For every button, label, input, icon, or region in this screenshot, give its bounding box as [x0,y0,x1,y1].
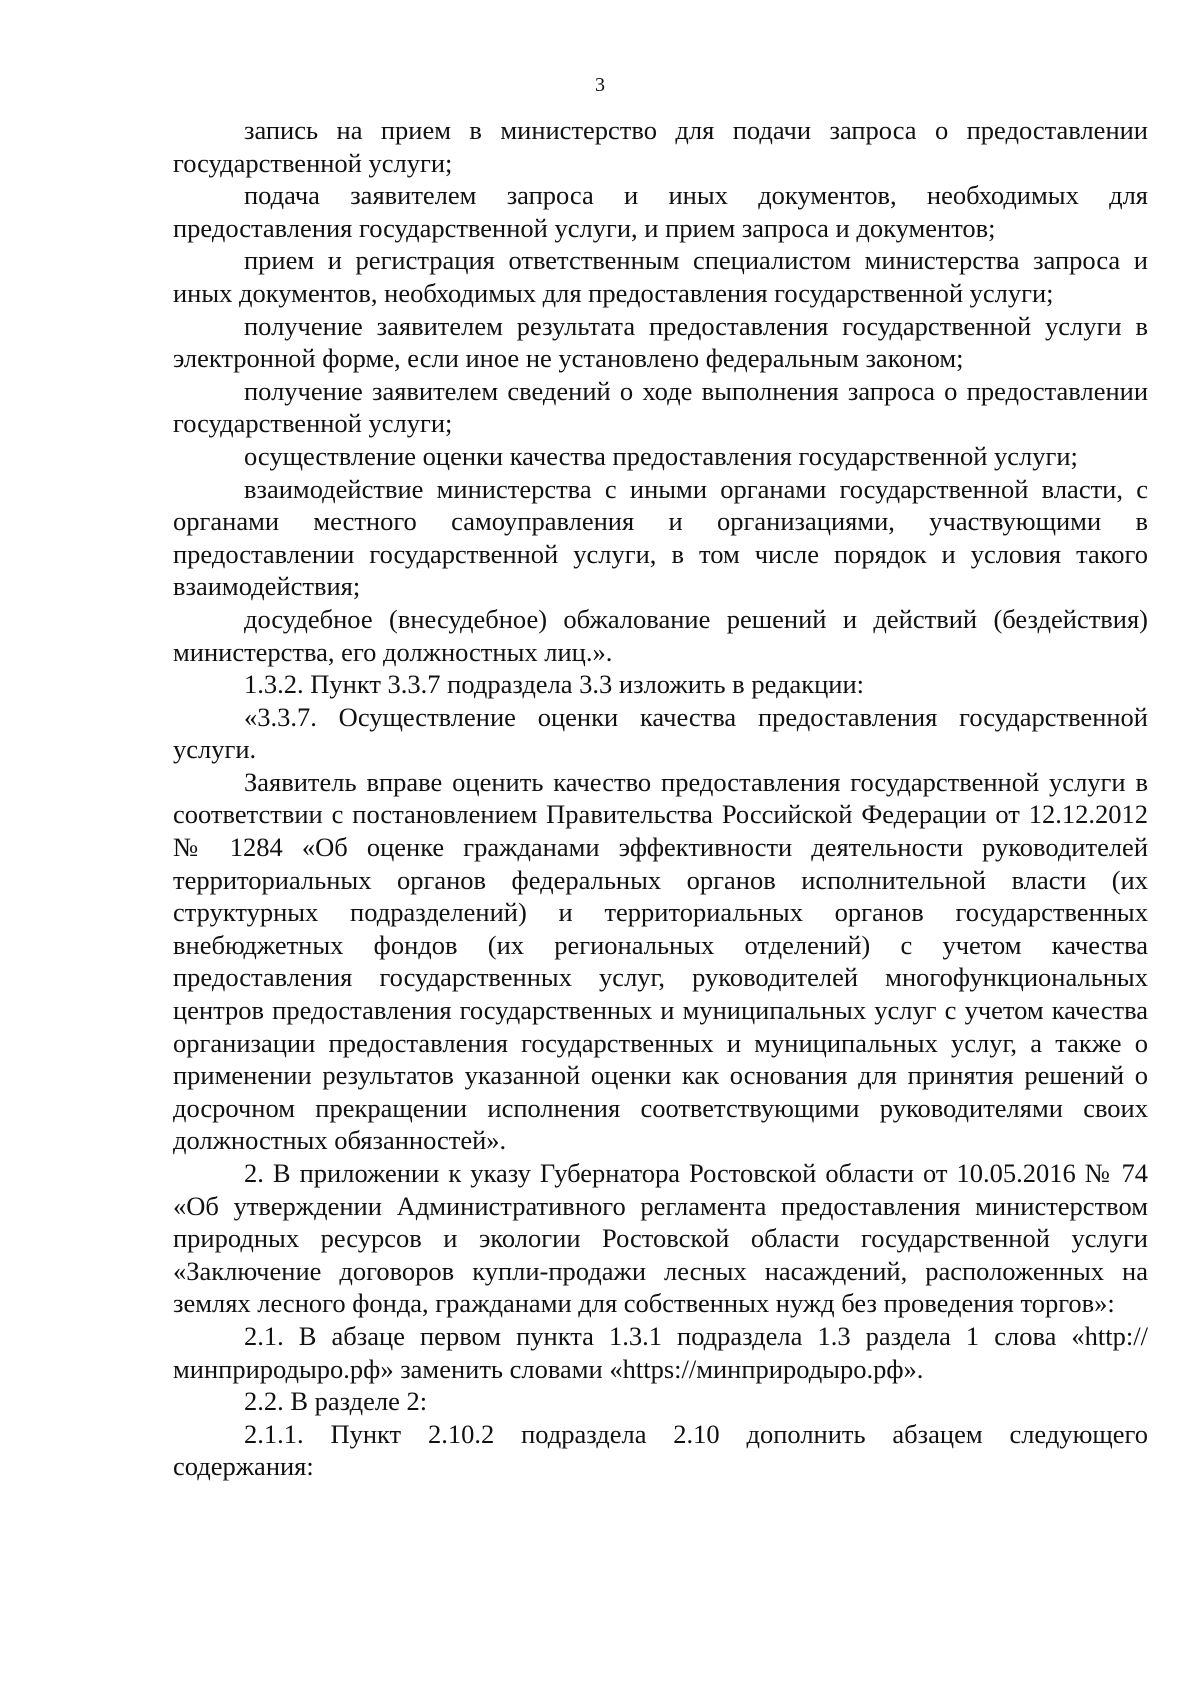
paragraph-section-2: 2. В приложении к указу Губернатора Ростовской области от 10.05.2016 № 74 «Об утверждении Административного регламента предоставления министерством природных ресурсов и экологии Ростовской области государственной услуги «Заключение договоров купли-продажи лесных насаждений, расположенных на землях лесного фонда, гражданами для собственных нужд без проведения торгов»: [173,1158,1148,1319]
paragraph-interagency-interaction: взаимодействие министерства с иными органами государственной власти, с органами местного самоуправления и организациями, участвующими в предоставлении государственной услуги, в том числе порядок и условия такого взаимодействия; [173,473,1148,602]
paragraph-applicant-rating: Заявитель вправе оценить качество предоставления государственной услуги в соответствии с постановлением Правительства Российской Федерации от 12.12.2012 № 1284 «Об оценке гражданами эффективности деятельности руководителей территориальных органов федеральных органов исполнительной власти (их структурных подразделений) и территориальных органов государственных внебюджетных фондов (их региональных отделений) с учетом качества предоставления государственных услуг, руководителей многофункциональных центров предоставления государственных и муниципальных услуг с учетом качества организации предоставления государственных и муниципальных услуг, а также о применении результатов указанной оценки как основания для принятия решений о досрочном прекращении исполнения соответствующими руководителями своих должностных обязанностей». [173,766,1148,1156]
page-number: 3 [595,74,605,96]
paragraph-request-registration: прием и регистрация ответственным специалистом министерства запроса и иных документов, необходимых для предоставления государственной услуги; [173,245,1148,308]
document-body [173,114,1148,1483]
paragraph-item-2-2: 2.2. В разделе 2: [244,1386,428,1417]
paragraph-request-submission: подача заявителем запроса и иных документов, необходимых для предоставления государственной услуги, и прием запроса и документов; [173,180,1148,243]
paragraph-item-1-3-2: 1.3.2. Пункт 3.3.7 подраздела 3.3 изложить в редакции: [244,669,865,700]
paragraph-item-3-3-7: «3.3.7. Осуществление оценки качества предоставления государственной услуги. [173,701,1148,765]
paragraph-appointment-record: запись на прием в министерство для подачи запроса о предоставлении государственной услуги; [173,115,1148,178]
paragraph-quality-assessment: осуществление оценки качества предоставления государственной услуги; [244,440,1078,471]
paragraph-pretrial-appeal: досудебное (внесудебное) обжалование решений и действий (бездействия) министерства, его должностных лиц.». [173,603,1148,667]
paragraph-request-status: получение заявителем сведений о ходе выполнения запроса о предоставлении государственной услуги; [173,375,1148,439]
paragraph-item-2-1: 2.1. В абзаце первом пункта 1.3.1 подраздела 1.3 раздела 1 слова «http://минприродыро.рф» заменить словами «https://минприродыро.рф». [173,1320,1148,1384]
paragraph-electronic-result: получение заявителем результата предоставления государственной услуги в электронной форме, если иное не установлено федеральным законом; [173,310,1148,374]
paragraph-item-2-1-1: 2.1.1. Пункт 2.10.2 подраздела 2.10 дополнить абзацем следующего содержания: [173,1418,1148,1482]
